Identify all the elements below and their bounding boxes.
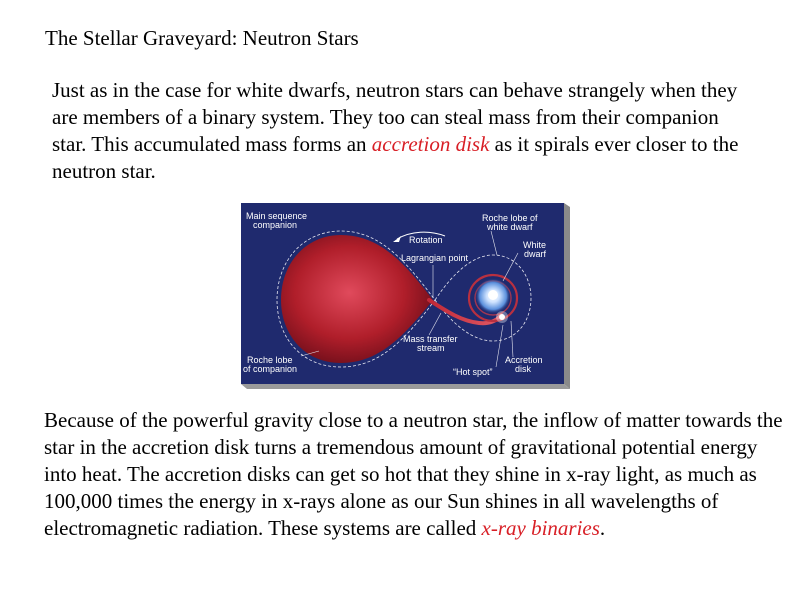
- page-title: The Stellar Graveyard: Neutron Stars: [45, 26, 359, 50]
- binary-system-diagram: [241, 203, 570, 389]
- accretion-disk-term: accretion disk: [371, 132, 490, 156]
- label-disk: disk: [515, 364, 532, 374]
- diagram-svg: [241, 203, 570, 389]
- intro-text: Just as in the case for white dwarfs, neutron stars can behave strangely when they are members of a binary system. They too can steal mass from their companion star. This accumulated mass forms an: [52, 78, 738, 156]
- label-rotation: Rotation: [409, 235, 443, 245]
- label-lagrangian-point: Lagrangian point: [401, 253, 469, 263]
- label-of-companion: of companion: [243, 364, 298, 374]
- label-hot-spot: “Hot spot”: [453, 367, 493, 377]
- label-main-sequence: Main sequence: [246, 211, 308, 221]
- label-roche-lobe: Roche lobe: [247, 355, 293, 365]
- xray-text-end: .: [599, 516, 606, 540]
- label-accretion: Accretion: [505, 355, 543, 365]
- xray-paragraph: [44, 407, 784, 542]
- hot-spot-glow: [496, 311, 508, 323]
- label-mass-transfer: Mass transfer: [403, 334, 458, 344]
- label-companion: companion: [253, 220, 298, 230]
- intro-text-end: as it spirals ever closer to the neutron star.: [52, 132, 739, 183]
- frame-edge-bottom: [241, 384, 570, 389]
- xray-binaries-term: x-ray binaries: [481, 516, 600, 540]
- label-stream: stream: [417, 343, 445, 353]
- xray-text: Because of the powerful gravity close to a neutron star, the inflow of matter towards the star in the accretion disk turns a tremendous amount of gravitational potential energy into heat. The accretion disks can get so hot that they shine in x-ray light, as much as 100,000 times the energy in x-rays alone as our Sun shines in all wavelengths of electromagnetic radiation. These systems are called: [44, 408, 783, 540]
- label-dwarf: dwarf: [524, 249, 547, 259]
- label-white: White: [523, 240, 547, 250]
- white-dwarf-core: [488, 290, 498, 300]
- label-white-dwarf-lobe: white dwarf: [487, 222, 533, 232]
- frame-edge-right: [564, 203, 570, 389]
- intro-paragraph: [52, 77, 742, 185]
- label-roche-lobe-of: Roche lobe of: [482, 213, 538, 223]
